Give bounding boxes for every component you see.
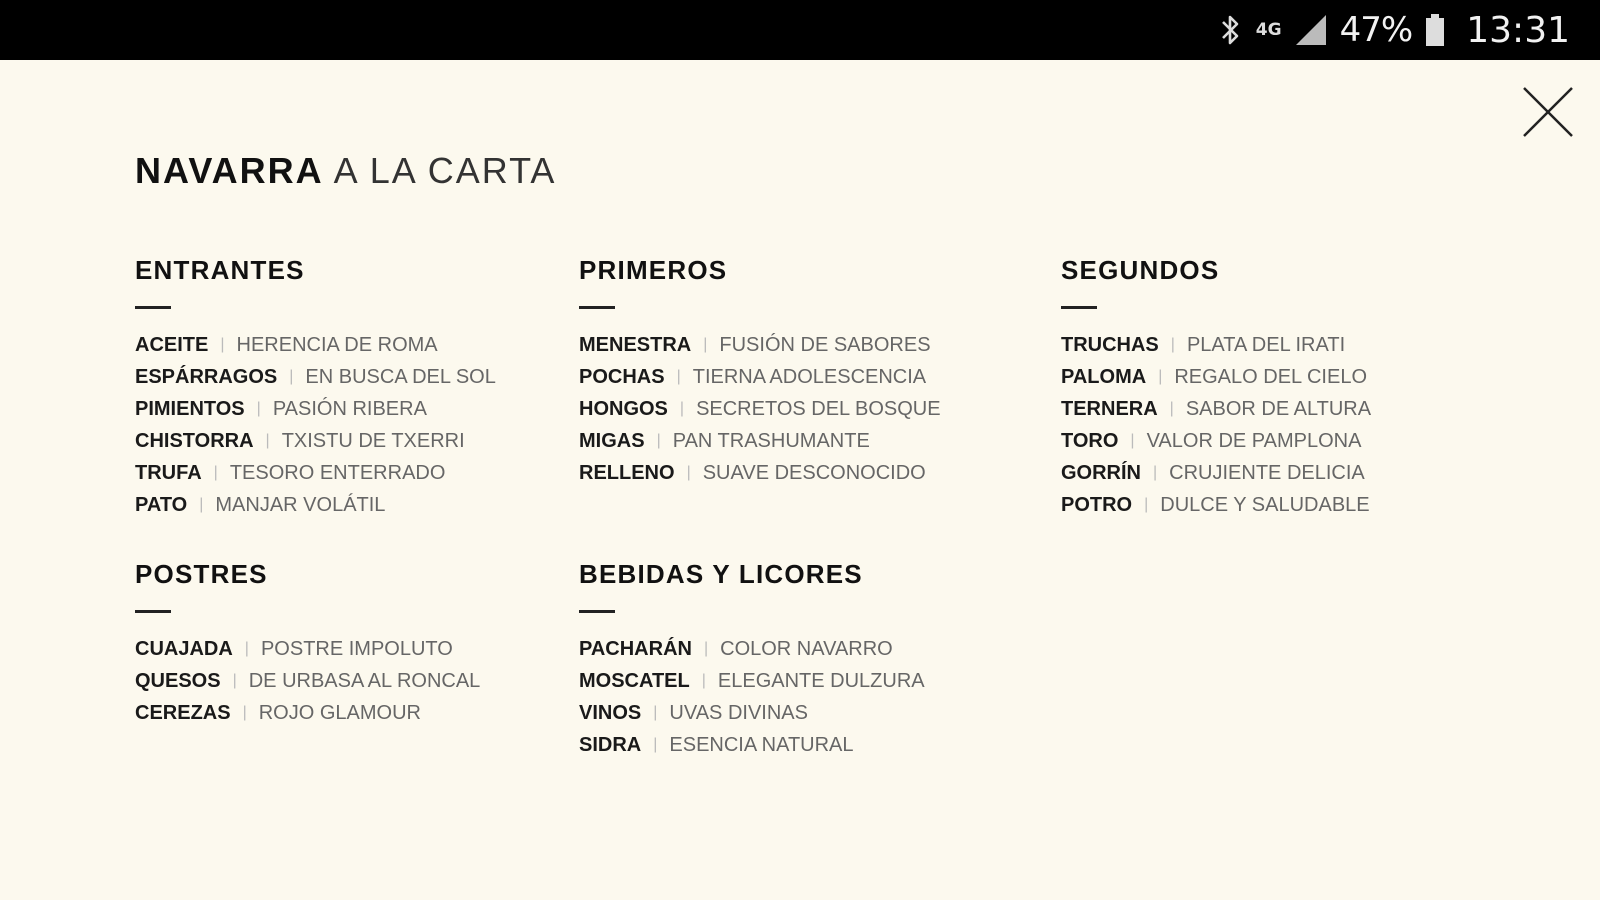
dish-description: DULCE Y SALUDABLE <box>1160 494 1370 516</box>
dish-item[interactable] <box>135 361 496 393</box>
dish-item[interactable] <box>135 329 496 361</box>
dish-list <box>135 633 480 729</box>
dish-item[interactable] <box>1061 393 1371 425</box>
dish-item[interactable] <box>579 361 941 393</box>
dish-item[interactable] <box>579 697 925 729</box>
dish-name: MIGAS <box>579 430 645 452</box>
bluetooth-icon <box>1220 13 1242 47</box>
section-postres <box>135 558 480 729</box>
dish-name: ESPÁRRAGOS <box>135 366 278 388</box>
dish-name: TRUFA <box>135 462 202 484</box>
dish-separator: | <box>653 704 658 721</box>
dish-separator: | <box>703 336 708 353</box>
dish-item[interactable] <box>579 329 941 361</box>
dish-item[interactable] <box>135 457 496 489</box>
dish-item[interactable] <box>1061 329 1371 361</box>
dish-item[interactable] <box>579 425 941 457</box>
dish-description: TXISTU DE TXERRI <box>281 430 465 452</box>
dish-list <box>579 329 941 489</box>
dish-separator: | <box>265 432 270 449</box>
dish-description: PASIÓN RIBERA <box>272 398 427 420</box>
signal-icon <box>1296 15 1326 45</box>
clock: 13:31 <box>1466 9 1570 51</box>
dish-separator: | <box>701 672 706 689</box>
section-divider <box>135 306 171 309</box>
dish-description: DE URBASA AL RONCAL <box>248 670 481 692</box>
dish-separator: | <box>703 640 709 657</box>
dish-separator: | <box>679 400 685 417</box>
dish-name: CUAJADA <box>135 638 233 660</box>
dish-item[interactable] <box>1061 361 1371 393</box>
section-divider <box>579 610 615 613</box>
dish-separator: | <box>1158 368 1163 385</box>
dish-description: SUAVE DESCONOCIDO <box>702 462 926 484</box>
dish-name: MOSCATEL <box>579 670 690 692</box>
dish-description: ROJO GLAMOUR <box>258 702 421 724</box>
dish-name: QUESOS <box>135 670 221 692</box>
dish-name: TRUCHAS <box>1061 334 1159 356</box>
dish-name: POCHAS <box>579 366 665 388</box>
dish-name: GORRÍN <box>1061 462 1141 484</box>
section-divider <box>135 610 171 613</box>
page-title-light: A LA CARTA <box>333 150 557 191</box>
dish-separator: | <box>686 464 691 481</box>
dish-separator: | <box>676 368 681 385</box>
dish-name: CEREZAS <box>135 702 231 724</box>
dish-separator: | <box>256 400 261 417</box>
dish-separator: | <box>1170 336 1175 353</box>
dish-name: PATO <box>135 494 188 516</box>
dish-separator: | <box>1169 400 1174 417</box>
section-heading: PRIMEROS <box>579 255 728 285</box>
dish-description: PLATA DEL IRATI <box>1186 334 1346 356</box>
dish-separator: | <box>242 704 247 721</box>
section-heading: POSTRES <box>135 559 268 589</box>
dish-description: HERENCIA DE ROMA <box>236 334 438 356</box>
dish-description: ESENCIA NATURAL <box>669 734 854 756</box>
dish-name: MENESTRA <box>579 334 692 356</box>
network-type-label: 4G <box>1255 20 1282 40</box>
dish-description: SECRETOS DEL BOSQUE <box>696 398 941 420</box>
dish-name: TERNERA <box>1061 398 1158 420</box>
section-divider <box>1061 306 1097 309</box>
section-heading: ENTRANTES <box>135 255 305 285</box>
dish-item[interactable] <box>579 457 941 489</box>
status-bar <box>0 0 1600 60</box>
dish-name: CHISTORRA <box>135 430 254 452</box>
page-title <box>135 150 556 192</box>
dish-description: FUSIÓN DE SABORES <box>719 334 931 356</box>
dish-name: POTRO <box>1061 494 1133 516</box>
dish-item[interactable] <box>135 633 480 665</box>
close-button[interactable] <box>1522 86 1574 138</box>
dish-separator: | <box>199 496 204 513</box>
dish-name: SIDRA <box>579 734 642 756</box>
section-divider <box>579 306 615 309</box>
section-entrantes <box>135 254 496 521</box>
dish-separator: | <box>244 640 249 657</box>
dish-description: POSTRE IMPOLUTO <box>260 638 453 660</box>
dish-item[interactable] <box>1061 425 1371 457</box>
dish-separator: | <box>220 336 225 353</box>
section-heading: BEBIDAS Y LICORES <box>579 559 863 589</box>
battery-icon <box>1426 14 1444 46</box>
dish-description: COLOR NAVARRO <box>720 638 893 660</box>
dish-description: TIERNA ADOLESCENCIA <box>692 366 927 388</box>
dish-list <box>135 329 496 521</box>
dish-item[interactable] <box>135 697 480 729</box>
dish-description: SABOR DE ALTURA <box>1185 398 1372 420</box>
dish-list <box>579 633 925 761</box>
dish-list <box>1061 329 1371 521</box>
dish-separator: | <box>232 672 237 689</box>
dish-description: EN BUSCA DEL SOL <box>305 366 496 388</box>
dish-name: VINOS <box>579 702 642 724</box>
dish-description: TESORO ENTERRADO <box>229 462 446 484</box>
dish-separator: | <box>1153 464 1158 481</box>
dish-separator: | <box>1130 432 1135 449</box>
page-title-strong: NAVARRA <box>135 150 324 191</box>
dish-name: ACEITE <box>135 334 209 356</box>
dish-item[interactable] <box>579 393 941 425</box>
dish-description: ELEGANTE DULZURA <box>717 670 925 692</box>
close-icon[interactable] <box>1522 86 1574 138</box>
dish-item[interactable] <box>579 665 925 697</box>
dish-description: CRUJIENTE DELICIA <box>1169 462 1365 484</box>
dish-description: MANJAR VOLÁTIL <box>215 494 386 516</box>
dish-description: REGALO DEL CIELO <box>1174 366 1367 388</box>
section-heading: SEGUNDOS <box>1061 255 1220 285</box>
dish-item[interactable] <box>135 393 496 425</box>
dish-separator: | <box>1144 496 1149 513</box>
dish-separator: | <box>289 368 294 385</box>
dish-item[interactable] <box>135 425 496 457</box>
dish-item[interactable] <box>1061 457 1371 489</box>
dish-item[interactable] <box>135 489 496 521</box>
dish-name: TORO <box>1061 430 1119 452</box>
section-segundos <box>1061 254 1371 521</box>
dish-item[interactable] <box>579 633 925 665</box>
battery-percentage: 47% <box>1339 10 1413 50</box>
dish-description: VALOR DE PAMPLONA <box>1146 430 1362 452</box>
dish-item[interactable] <box>1061 489 1371 521</box>
dish-name: PIMIENTOS <box>135 398 245 420</box>
dish-name: PALOMA <box>1061 366 1147 388</box>
dish-separator: | <box>213 464 218 481</box>
dish-separator: | <box>653 736 658 753</box>
dish-item[interactable] <box>135 665 480 697</box>
dish-name: HONGOS <box>579 398 668 420</box>
dish-item[interactable] <box>579 729 925 761</box>
dish-description: UVAS DIVINAS <box>669 702 808 724</box>
dish-description: PAN TRASHUMANTE <box>672 430 870 452</box>
dish-separator: | <box>656 432 661 449</box>
dish-name: PACHARÁN <box>579 638 692 660</box>
section-primeros <box>579 254 941 489</box>
dish-name: RELLENO <box>579 462 675 484</box>
status-icons <box>1220 0 1570 60</box>
section-bebidas <box>579 558 925 761</box>
